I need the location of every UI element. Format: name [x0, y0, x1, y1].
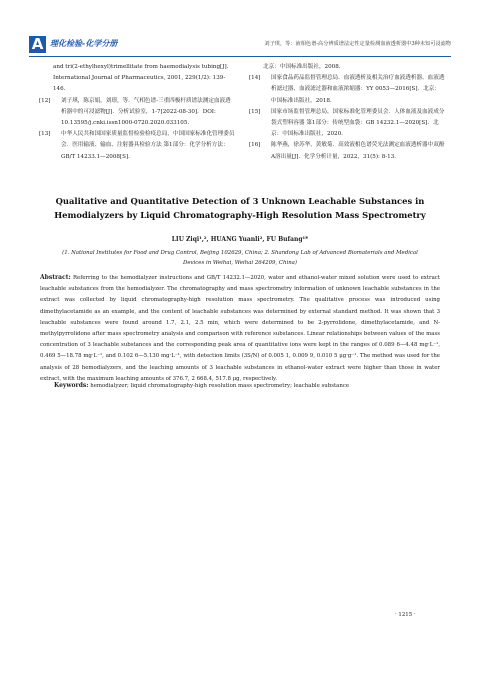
reference-number: [14] — [249, 75, 261, 82]
references-right-column — [249, 62, 445, 163]
author-affiliation: (1. National Institutes for Food and Drug Control, Beijing 102629, China; 2. Shandong Lab of Advanced Biomaterials and Medical Devices in Weihai, Weihai 264209, China) — [62, 250, 418, 266]
abstract-label: Abstract: — [40, 274, 71, 281]
reference-text: 国家食品药品监督管理总局．血液透析及相关治疗血液透析器、血液透析滤过器、血液滤过器和血液浓缩器：YY 0053—2016[S]．北京：中国标准出版社，2018. — [271, 75, 445, 104]
reference-text: 北京：中国标准出版社，2008. — [263, 64, 341, 70]
reference-text: 刘子琪，陈京娟，刘璟，等．气相色谱-三重四极杆质谱法测定血液透析器中的可浸滤物[J]．分析试验室，1-7[2022-08-30]．DOI: 10.13595/j.cnki.issn1000-0720.2020.033105. — [61, 97, 231, 127]
reference-number: [12] — [39, 97, 51, 104]
article-authors: LIU Ziqi¹,², HUANG Yuanli², FU Bufang¹* — [171, 236, 309, 243]
reference-number: [13] — [39, 131, 51, 138]
reference-item — [39, 129, 235, 163]
reference-text: 中华人民共和国国家质量监督检验检疫总局，中国国家标准化管理委员会．医用输液、输血、注射器具检验方法 第1部分：化学分析方法：GB/T 14233.1—2008[S]. — [61, 131, 235, 160]
journal-name: 理化检验-化学分册 — [50, 39, 118, 48]
reference-item — [249, 73, 445, 107]
keywords-label: Keywords: — [54, 382, 89, 389]
reference-number: [16] — [249, 142, 261, 149]
reference-item — [39, 96, 235, 130]
abstract-text: Referring to the hemodialyzer instructions and GB/T 14232.1—2020, water and ethanol-water mixed solution were used to extract leachable substances from the hemodialyzer. The chromatography and mass spectrometry information of unknown leachable substances in the extract was collected by liquid chromatography-high resolution mass spectrometry. The qualitative process was introduced using dimethylacetamide as an example, and the content of leachable substances was determined by external standard method. It was shown that 3 leachable substances were found around 1.7, 2.1, 2.5 min, which were determined to be 2-pyrrolidone, dimethylacetamide, and N-methylpyrrolidone after mass spectrometry analysis and comparison with reference substances. Linear relationships between values of the mass concentration of 3 leachable substances and the corresponding peak area of quantitative ions were kept in the ranges of 0.089 6—4.48 mg·L⁻¹, 0.469 5—18.78 mg·L⁻¹, and 0.102 6—5.130 mg·L⁻¹, with detection limits (3S/N) of 0.005 1, 0.009 9, 0.010 5 μg·g⁻¹. The method was used for the analysis of 28 hemodialyzers, and the leaching amounts of 3 leachable substances in ethanol-water extract were higher than those in water extract, with the maximum leaching amounts of 376.7, 2 668.4, 517.8 μg, respectively. — [40, 275, 440, 382]
reference-number: [15] — [249, 108, 261, 115]
keywords-text: hemodialyzer; liquid chromatography-high resolution mass spectrometry; leachable substance — [90, 383, 350, 389]
running-title: 刘子琪，等：液相色谱-高分辨质谱法定性定量检测血液透析器中3种未知可浸滤物 — [264, 41, 451, 47]
reference-item — [249, 107, 445, 141]
reference-text: 陈华燕，徐苏华，黄敏菊．高效液相色谱荧光法测定血液透析器中双酚A溶出量[J]．化学分析计量，2022，31(5): 8-13. — [271, 142, 445, 160]
article-title: Qualitative and Quantitative Detection of 3 Unknown Leachable Substances in Hemodialyzers by Liquid Chromatography-High Resolution Mass Spectrometry — [54, 196, 426, 220]
reference-item — [249, 62, 445, 73]
reference-text: and tri(2-ethylhexyl)trimellitate from haemodialysis tubing[J]. International Journal of Pharmaceutics, 2001, 229(1/2): 139-146. — [53, 64, 229, 93]
page-number: · 1215 · — [395, 612, 416, 618]
references-left-column — [39, 62, 235, 163]
reference-text: 国家市场监督管理总局，国家标准化管理委员会．人体血液及血液成分袋式塑料容器 第1部分：传统型血袋：GB 14232.1—2020[S]．北京：中国标准出版社，2020. — [271, 108, 445, 138]
journal-logo-icon: A — [29, 36, 46, 53]
header-divider — [29, 56, 451, 57]
reference-item — [249, 140, 445, 162]
journal-header — [29, 36, 451, 54]
abstract-block — [40, 272, 440, 385]
keywords-block — [54, 382, 444, 389]
reference-item — [39, 62, 235, 96]
